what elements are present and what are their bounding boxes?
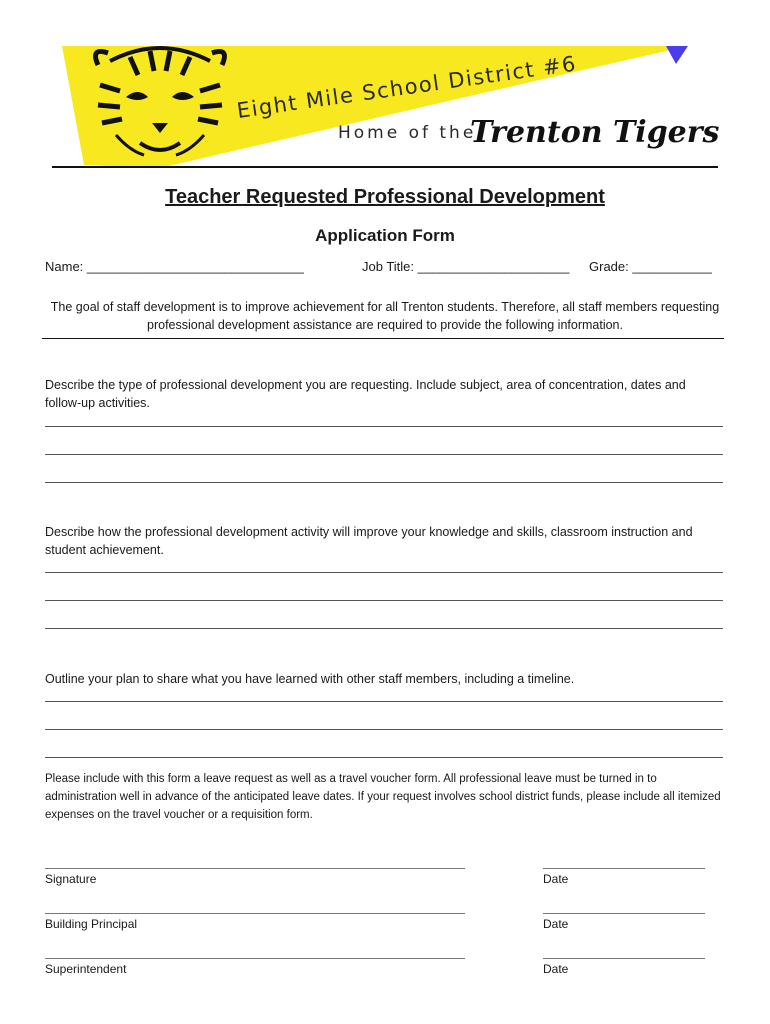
home-of-label: Home of the [338,123,477,143]
answer-line[interactable] [45,426,723,427]
grade-field[interactable]: Grade: ___________ [589,259,712,274]
date-label: Date [543,962,569,976]
principal-label: Building Principal [45,917,138,931]
answer-line[interactable] [45,729,723,730]
date-line[interactable] [543,868,705,869]
answer-line[interactable] [45,628,723,629]
superintendent-label: Superintendent [45,962,127,976]
page-title: Teacher Requested Professional Development [165,186,605,208]
signature-line[interactable] [45,868,465,869]
principal-signature-line[interactable] [45,913,465,914]
superintendent-signature-line[interactable] [45,958,465,959]
blue-banner-shape [666,46,688,64]
question-2-prompt: Describe how the professional development activity will improve your knowledge and skills, classroom instruction and student achievement. [45,525,693,557]
intro-divider [42,338,724,339]
intro-paragraph: The goal of staff development is to improve achievement for all Trenton students. Therefore, all staff members requesting professional development assistance are required to provide the following information. [50,300,720,332]
form-subtitle: Application Form [315,226,455,245]
answer-line[interactable] [45,482,723,483]
team-name: Trenton Tigers [470,115,720,150]
question-3-prompt: Outline your plan to share what you have learned with other staff members, including a timeline. [45,672,575,686]
answer-line[interactable] [45,600,723,601]
question-1-prompt: Describe the type of professional development you are requesting. Include subject, area of concentration, dates and follow-up activities. [45,378,686,410]
name-field[interactable]: Name: ______________________________ [45,259,304,274]
signature-label: Signature [45,872,97,886]
job-title-field[interactable]: Job Title: _____________________ [362,259,570,274]
header-divider [52,166,718,168]
date-line[interactable] [543,958,705,959]
district-name: Eight Mile School District #6 [235,51,579,123]
answer-line[interactable] [45,454,723,455]
answer-line[interactable] [45,701,723,702]
date-label: Date [543,872,569,886]
answer-line[interactable] [45,572,723,573]
date-label: Date [543,917,569,931]
leave-request-note: Please include with this form a leave request as well as a travel voucher form. All professional leave must be turned in to administration well in advance of the anticipated leave dates. If your request involves school district funds, please include all itemized expenses on the travel voucher or a requisition form. [45,773,721,821]
answer-line[interactable] [45,757,723,758]
district-banner [0,0,770,170]
date-line[interactable] [543,913,705,914]
